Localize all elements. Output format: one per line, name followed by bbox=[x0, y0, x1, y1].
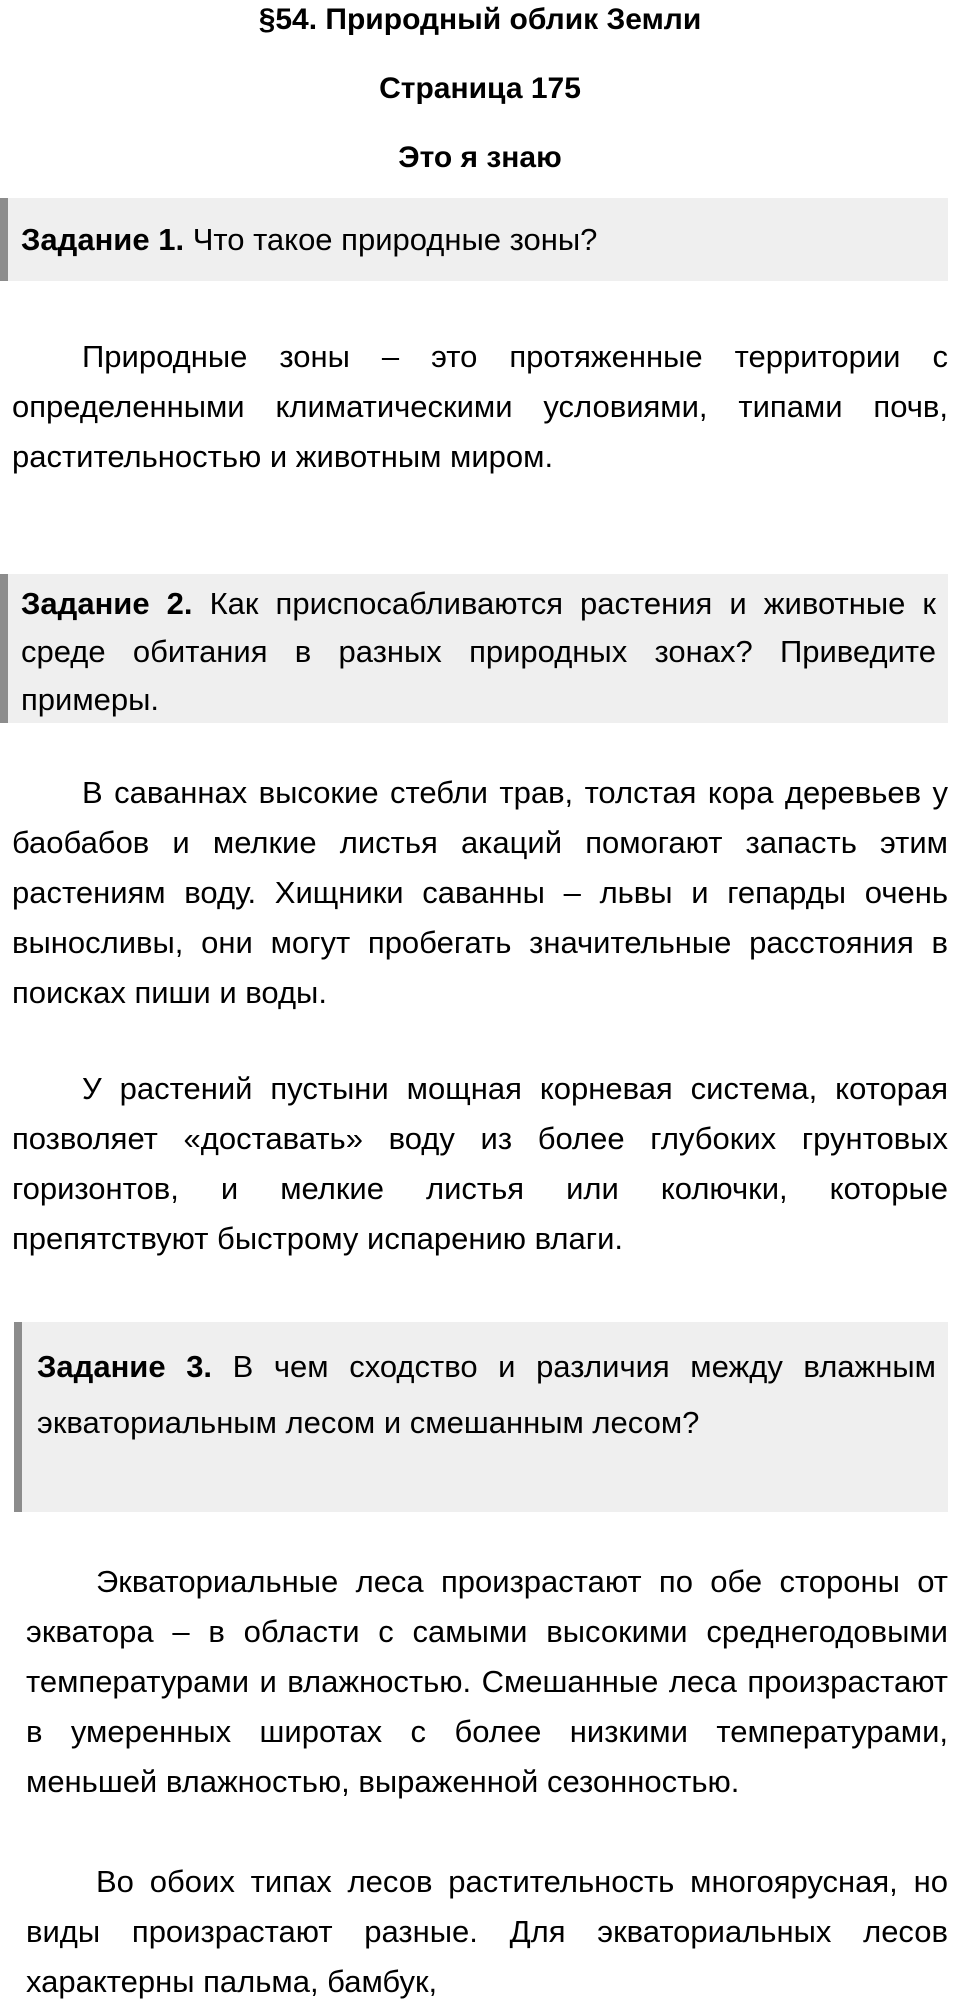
task-3-answer-1: Экваториальные леса произрастают по обе стороны от экватора – в области с самыми высокими среднегодовыми температурами и влажностью. Смешанные леса произрастают в умеренных широтах с более низкими температурами, меньшей влажностью, выраженной сезонностью. bbox=[26, 1564, 948, 1799]
task-1-question: Что такое природные зоны? bbox=[192, 222, 598, 257]
task-3-question: В чем сходство и различия между влажным экваториальным лесом и смешанным лесом? bbox=[37, 1349, 936, 1440]
task-2-label: Задание 2. bbox=[21, 586, 193, 621]
task-2-question: Как приспосабливаются растения и животные к среде обитания в разных природных зонах? Приведите примеры. bbox=[21, 586, 936, 717]
task-3-box bbox=[14, 1322, 948, 1512]
task-2-answer-2: У растений пустыни мощная корневая система, которая позволяет «доставать» воду из более глубоких грунтовых горизонтов, и мелкие листья или колючки, которые препятствуют быстрому испарению влаги. bbox=[12, 1071, 948, 1256]
task-1-answer: Природные зоны – это протяженные территории с определенными климатическими условиями, типами почв, растительностью и животным миром. bbox=[12, 339, 948, 474]
task-2-box bbox=[0, 574, 948, 723]
task-1-label: Задание 1. bbox=[21, 222, 185, 257]
task-2-answer-1: В саваннах высокие стебли трав, толстая кора деревьев у баобабов и мелкие листья акаций помогают запасть этим растениям воду. Хищники саванны – львы и гепарды очень выносливы, они могут пробегать значительные расстояния в поисках пиши и воды. bbox=[12, 775, 948, 1010]
task-3-label: Задание 3. bbox=[37, 1349, 213, 1384]
task-3-answer-2: Во обоих типах лесов растительность многоярусная, но виды произрастают разные. Для экваториальных лесов характерны пальма, бамбук, bbox=[26, 1864, 948, 1999]
page-label: Страница 175 bbox=[379, 72, 581, 105]
section-title: §54. Природный облик Земли bbox=[258, 3, 702, 36]
subheading: Это я знаю bbox=[398, 141, 562, 174]
task-1-box bbox=[0, 198, 948, 281]
